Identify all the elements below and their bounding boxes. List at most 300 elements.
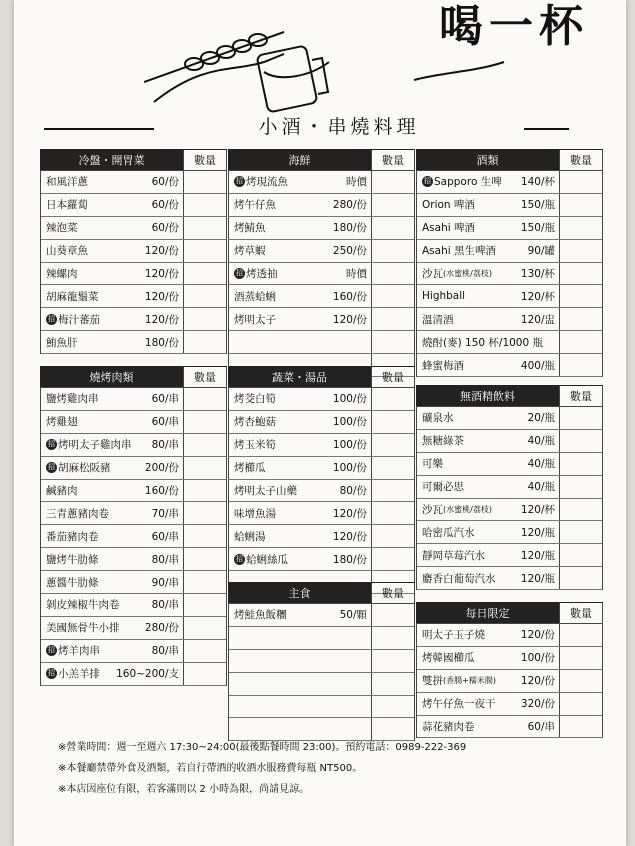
item-name-text: 辣泡菜 (46, 222, 78, 235)
qty-cell[interactable] (372, 308, 414, 330)
qty-cell[interactable] (184, 217, 226, 239)
signature-stamp-icon: 招 (236, 554, 243, 563)
menu-item-row (417, 331, 602, 354)
item-price: 時價 (346, 268, 367, 280)
item-price: 320/份 (520, 698, 555, 711)
item-name-text: 鹽烤牛肋條 (46, 553, 99, 566)
qty-cell[interactable] (560, 240, 602, 262)
item-name-text: 靜岡草莓汽水 (422, 549, 485, 562)
item-price: 100/份 (332, 462, 367, 475)
item-price: 120/份 (520, 629, 555, 642)
item-name-text: 美國無骨牛小排 (46, 622, 120, 635)
menu-item-row (41, 571, 226, 594)
qty-cell[interactable] (184, 525, 226, 547)
item-name-text: 明太子玉子燒 (422, 629, 485, 642)
item-name-text: 烤午仔魚一夜干 (422, 698, 496, 711)
qty-cell[interactable] (372, 263, 414, 285)
item-name-text: 溫清酒 (422, 313, 454, 326)
item-name (46, 575, 99, 590)
item-price: 150/瓶 (520, 222, 555, 235)
signature-stamp-icon: 招 (236, 177, 243, 186)
item-price: 70/串 (151, 507, 179, 520)
item-name (46, 391, 99, 406)
item-price: 50/顆 (339, 609, 367, 622)
item-name-text: 日本蘿蔔 (46, 199, 88, 212)
qty-header: 數量 (371, 150, 415, 170)
qty-cell[interactable] (184, 548, 226, 570)
item-list (416, 407, 603, 590)
item-price: 120/份 (520, 675, 555, 688)
signature-stamp-icon: 招 (48, 463, 55, 472)
menu-item-row (41, 217, 226, 240)
menu-item-row (41, 434, 226, 457)
qty-cell[interactable] (372, 457, 414, 479)
qty-cell[interactable] (560, 670, 602, 692)
item-price: 140/杯 (520, 176, 555, 189)
section-title: 冷盤・開胃菜 (40, 150, 183, 170)
item-name-text: 哈密瓜汽水 (422, 526, 475, 539)
item-name-text: 蔥醬牛肋條 (46, 576, 99, 589)
qty-cell[interactable] (560, 693, 602, 715)
menu-item-row (41, 594, 226, 617)
item-price: 60/串 (151, 393, 179, 406)
qty-cell[interactable] (372, 194, 414, 216)
menu-item-row (41, 308, 226, 331)
item-price: 90/串 (151, 576, 179, 589)
item-name (234, 483, 297, 498)
menu-item-row (41, 285, 226, 308)
item-name (422, 479, 464, 494)
item-name-text: 烤雞翅 (46, 416, 78, 429)
item-name (234, 607, 287, 622)
qty-cell[interactable] (372, 502, 414, 524)
qty-cell[interactable] (560, 263, 602, 285)
item-name (422, 410, 454, 425)
item-name-text: 烤韓國櫛瓜 (422, 652, 475, 665)
menu-item-row (417, 217, 602, 240)
menu-item-row (229, 308, 414, 331)
menu-item-row (41, 640, 226, 663)
item-name (46, 620, 120, 635)
item-list (228, 171, 415, 377)
notes (58, 737, 618, 800)
subtitle-rule-right (524, 128, 569, 130)
item-name (422, 266, 492, 281)
item-name (422, 456, 443, 471)
item-name (46, 414, 78, 429)
empty-row (229, 696, 414, 719)
qty-cell[interactable] (372, 171, 414, 193)
item-price: 120/瓶 (520, 549, 555, 562)
qty-cell[interactable] (560, 624, 602, 646)
item-name-text: 味增魚湯 (234, 507, 276, 520)
section-daily (416, 602, 603, 738)
item-list (416, 171, 603, 377)
item-name-text: 烤鮭魚飯糰 (234, 609, 287, 622)
item-name-text: 烤茭白筍 (234, 393, 276, 406)
item-price: 400/瓶 (520, 359, 555, 372)
item-price: 80/串 (151, 439, 179, 452)
item-name (422, 433, 464, 448)
signature-stamp-icon: 招 (48, 646, 55, 655)
item-name-text: 烤午仔魚 (234, 199, 276, 212)
section-cold (40, 149, 227, 354)
section-title: 每日限定 (416, 603, 559, 623)
qty-cell[interactable] (184, 480, 226, 502)
item-name-text: 烤現流魚 (246, 176, 288, 189)
qty-cell[interactable] (560, 285, 602, 307)
signature-stamp-icon: 招 (48, 314, 55, 323)
qty-cell[interactable] (372, 388, 414, 410)
section-title: 燒烤肉類 (40, 367, 183, 387)
qty-cell[interactable] (184, 285, 226, 307)
item-price: 60/份 (151, 176, 179, 189)
item-name-text: 酒蒸蛤蜊 (234, 290, 276, 303)
item-name (422, 627, 485, 642)
item-name-text: 蛤蜊絲瓜 (246, 553, 288, 566)
qty-cell[interactable] (560, 407, 602, 429)
menu-item-row (417, 430, 602, 453)
signature-stamp-icon: 招 (236, 269, 243, 277)
item-price: 120/杯 (520, 504, 555, 516)
menu-item-row (417, 647, 602, 670)
menu-item-row (41, 194, 226, 217)
qty-cell[interactable] (560, 716, 602, 738)
item-name-text: 剝皮辣椒牛肉卷 (46, 599, 120, 612)
qty-cell[interactable] (184, 594, 226, 616)
item-price: 40/瓶 (527, 435, 555, 448)
item-name (234, 243, 266, 258)
item-name (46, 220, 78, 235)
item-name (234, 437, 276, 452)
section-staple (228, 582, 415, 741)
qty-cell[interactable] (560, 647, 602, 669)
item-price: 100/份 (332, 416, 367, 429)
qty-cell[interactable] (560, 171, 602, 193)
item-price: 120/杯 (520, 290, 555, 303)
item-price: 130/杯 (520, 268, 555, 280)
item-name-text: 胡麻龍鬚菜 (46, 290, 99, 303)
qty-cell[interactable] (372, 434, 414, 456)
item-note: (水蜜桃/荔枝) (443, 505, 492, 514)
qty-cell[interactable] (560, 331, 602, 353)
item-price: 120/份 (144, 313, 179, 326)
item-name (422, 571, 496, 586)
item-price: 160/份 (144, 485, 179, 497)
item-name (234, 529, 266, 544)
item-name (422, 312, 454, 327)
section-drinks (416, 149, 603, 377)
qty-cell[interactable] (184, 502, 226, 524)
item-price: 60/份 (151, 199, 179, 212)
item-name-text: Asahi 黑生啤酒 (422, 245, 496, 258)
menu-item-row (229, 525, 414, 548)
item-name (234, 506, 276, 521)
qty-cell[interactable] (184, 457, 226, 479)
item-name-text: Orion 啤酒 (422, 199, 475, 212)
qty-cell[interactable] (372, 217, 414, 239)
item-name (422, 197, 475, 212)
item-name (234, 266, 278, 281)
qty-cell[interactable] (184, 240, 226, 262)
item-name-text: 胡麻松阪豬 (58, 462, 111, 475)
item-name-text: 和風洋蔥 (46, 176, 88, 189)
item-name (46, 289, 99, 304)
menu-item-row (41, 525, 226, 548)
item-name (422, 335, 543, 350)
section-grill (40, 366, 227, 686)
item-name (422, 719, 475, 734)
menu-item-row (229, 502, 414, 525)
item-name-text: 烤明太子 (234, 313, 276, 326)
item-name (46, 312, 100, 327)
menu-item-row (417, 171, 602, 194)
item-name-text: 礦泉水 (422, 412, 454, 425)
menu-item-row (417, 308, 602, 331)
menu-item-row (229, 217, 414, 240)
item-name (46, 437, 132, 452)
menu-item-row (229, 171, 414, 194)
qty-cell[interactable] (184, 171, 226, 193)
item-name (422, 220, 475, 235)
qty-cell[interactable] (560, 354, 602, 376)
qty-header: 數量 (559, 603, 603, 623)
qty-cell[interactable] (184, 263, 226, 285)
item-name-text: 沙瓦 (422, 504, 443, 516)
item-price: 80/份 (339, 485, 367, 497)
item-price: 120/份 (144, 245, 179, 258)
qty-cell[interactable] (372, 604, 414, 626)
section-title: 海鮮 (228, 150, 371, 170)
brand-name (439, 1, 589, 112)
item-name (46, 174, 88, 189)
menu-item-row (41, 480, 226, 503)
menu-item-row (41, 171, 226, 194)
item-price: 20/瓶 (527, 412, 555, 425)
qty-cell[interactable] (184, 194, 226, 216)
qty-header: 數量 (559, 386, 603, 406)
item-name (234, 289, 276, 304)
item-name-text: 燒酎(麥) 150 杯/1000 瓶 (422, 336, 544, 349)
qty-cell[interactable] (560, 567, 602, 589)
menu-item-row (41, 663, 226, 686)
section-title: 蔬菜・湯品 (228, 367, 371, 387)
menu-item-row (417, 407, 602, 430)
brand-text: 喝一杯 (439, 1, 589, 52)
item-name-text: 烤鯖魚 (234, 222, 266, 235)
item-price: 120/份 (144, 290, 179, 303)
menu-item-row (41, 457, 226, 480)
empty-row (229, 627, 414, 650)
item-name-text: 烤透抽 (246, 268, 278, 280)
empty-row (229, 673, 414, 696)
qty-cell[interactable] (184, 434, 226, 456)
qty-cell[interactable] (560, 499, 602, 521)
item-name (422, 525, 475, 540)
item-list (40, 388, 227, 686)
menu-item-row (417, 263, 602, 286)
item-name (46, 666, 100, 681)
item-price: 250/份 (332, 245, 367, 258)
item-name-text: 可樂 (422, 458, 443, 471)
qty-cell[interactable] (184, 331, 226, 353)
item-name (234, 174, 288, 189)
item-price: 40/瓶 (527, 458, 555, 471)
menu-item-row (417, 285, 602, 308)
signature-stamp-icon: 招 (48, 669, 55, 678)
signature-stamp-icon: 招 (48, 440, 55, 449)
menu-item-row (417, 670, 602, 693)
menu-item-row (229, 263, 414, 286)
menu-item-row (417, 716, 602, 739)
item-name (422, 358, 464, 373)
item-price: 120/份 (144, 268, 179, 280)
qty-cell[interactable] (184, 388, 226, 410)
item-price: 80/串 (151, 645, 179, 658)
qty-header: 數量 (371, 583, 415, 603)
qty-cell[interactable] (184, 411, 226, 433)
item-name (46, 597, 120, 612)
qty-cell[interactable] (560, 521, 602, 543)
qty-cell[interactable] (372, 525, 414, 547)
menu-item-row (417, 624, 602, 647)
item-price: 180/份 (144, 336, 179, 349)
menu-item-row (417, 453, 602, 476)
item-list (228, 604, 415, 741)
item-note: (香腸+糯米腸) (443, 676, 496, 686)
menu-item-row (417, 240, 602, 263)
item-price: 100/份 (332, 439, 367, 452)
qty-cell[interactable] (560, 544, 602, 566)
item-price: 120/份 (332, 507, 367, 520)
menu-item-row (229, 434, 414, 457)
qty-cell[interactable] (184, 571, 226, 593)
item-name-text: 蛤蜊湯 (234, 530, 266, 543)
qty-cell[interactable] (184, 617, 226, 639)
menu-item-row (229, 548, 414, 571)
item-price: 100/份 (332, 393, 367, 406)
item-name-text: Sapporo 生啤 (434, 176, 502, 189)
empty-row (229, 650, 414, 673)
item-name (46, 197, 88, 212)
item-name-text: 沙瓦 (422, 268, 443, 280)
item-price: 120/份 (332, 530, 367, 543)
menu-item-row (229, 388, 414, 411)
item-name-text: 小羔羊排 (58, 668, 100, 681)
menu-item-row (41, 548, 226, 571)
item-name (422, 548, 485, 563)
qty-cell[interactable] (560, 194, 602, 216)
qty-cell[interactable] (372, 411, 414, 433)
item-price: 280/份 (332, 199, 367, 212)
item-price: 60/串 (527, 721, 555, 733)
menu-item-row (229, 457, 414, 480)
item-price: 180/份 (332, 553, 367, 566)
item-name-text: 雙拼 (422, 675, 443, 688)
item-price: 時價 (346, 176, 367, 189)
item-name-text: 烤杏鮑菇 (234, 416, 276, 429)
qty-cell[interactable] (372, 548, 414, 570)
qty-header: 數量 (371, 367, 415, 387)
item-name-text: 無糖綠茶 (422, 435, 464, 448)
item-name (46, 460, 111, 475)
qty-cell[interactable] (372, 240, 414, 262)
item-price: 60/份 (151, 222, 179, 235)
qty-cell[interactable] (560, 453, 602, 475)
item-name (422, 673, 496, 688)
item-name (422, 502, 492, 517)
item-name (422, 290, 465, 302)
item-name-text: 番茄豬肉卷 (46, 530, 99, 543)
item-price: 90/罐 (527, 245, 555, 258)
menu-item-row (41, 411, 226, 434)
menu-item-row (229, 411, 414, 434)
qty-cell[interactable] (372, 285, 414, 307)
item-name-text: 鮪魚肝 (46, 336, 78, 349)
item-price: 40/瓶 (527, 481, 555, 494)
item-name-text: 烤玉米筍 (234, 439, 276, 452)
item-name-text: Highball (422, 290, 466, 303)
item-name (422, 650, 475, 665)
item-name-text: 鹽烤雞肉串 (46, 393, 99, 406)
menu-item-row (41, 388, 226, 411)
menu-item-row (417, 521, 602, 544)
menu-item-row (417, 194, 602, 217)
item-name-text: 山葵章魚 (46, 245, 88, 258)
item-name (234, 312, 276, 327)
menu-item-row (41, 263, 226, 286)
item-name-text: 三青蔥豬肉卷 (46, 507, 109, 520)
item-name (234, 391, 276, 406)
qty-cell[interactable] (560, 430, 602, 452)
item-name-text: 辣螺肉 (46, 268, 78, 280)
note-hours: ※營業時間：週一至週六 17:30~24:00(最後點餐時間 23:00)。預約電話：0989-222-369 (58, 742, 467, 753)
qty-cell[interactable] (560, 217, 602, 239)
menu-item-row (41, 617, 226, 640)
item-price: 120/瓶 (520, 526, 555, 539)
menu-item-row (417, 567, 602, 590)
item-name (422, 243, 496, 258)
section-title: 主食 (228, 583, 371, 603)
item-price: 80/串 (151, 553, 179, 566)
item-price: 200/份 (144, 462, 179, 475)
item-price: 60/串 (151, 416, 179, 429)
section-title: 無酒精飲料 (416, 386, 559, 406)
qty-cell[interactable] (184, 640, 226, 662)
qty-cell[interactable] (184, 663, 226, 685)
item-name-text: 鹹豬肉 (46, 485, 78, 497)
item-name (234, 197, 276, 212)
section-nonalc (416, 385, 603, 590)
item-name (46, 483, 78, 498)
item-price: 120/盅 (520, 313, 555, 326)
qty-cell[interactable] (560, 476, 602, 498)
item-name (234, 460, 266, 475)
qty-cell[interactable] (372, 480, 414, 502)
item-price: 60/串 (151, 530, 179, 543)
menu-item-row (417, 476, 602, 499)
qty-cell[interactable] (560, 308, 602, 330)
section-seafood (228, 149, 415, 377)
item-name (46, 552, 99, 567)
item-name (46, 243, 88, 258)
item-price: 160/份 (332, 290, 367, 303)
note-time-limit: ※本店因座位有限，若客滿則以 2 小時為限，尚請見諒。 (58, 784, 310, 795)
qty-cell[interactable] (184, 308, 226, 330)
menu-item-row (229, 285, 414, 308)
menu-item-row (229, 240, 414, 263)
item-price: 150/瓶 (520, 199, 555, 212)
